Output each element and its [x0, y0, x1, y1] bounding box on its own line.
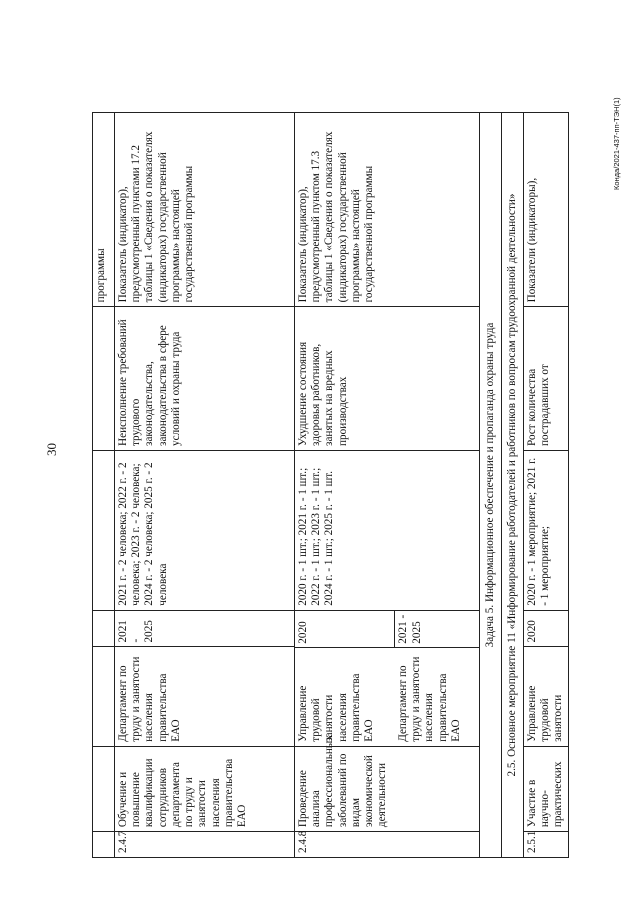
indicator-cell: программы	[93, 113, 115, 307]
executor-cell: Департамент по труду и занятости населения правительства ЕАО	[115, 647, 295, 746]
result-cell: 2020 г. - 1 шт.; 2021 г. - 1 шт.; 2022 г. - 1 шт.; 2023 г. - 1 шт.; 2024 г. - 1 шт.; 2025 г. - 1 шт.	[295, 450, 480, 610]
period-cell: 2020	[295, 611, 395, 647]
table-row	[115, 113, 295, 858]
consequence-cell: Неисполнение требований трудового законодательства, законодательства в сфере условий и охраны труда	[115, 307, 295, 451]
executor-cell: Управление трудовой занятости населения правительства ЕАО	[295, 647, 395, 746]
table-row	[480, 113, 502, 858]
page-number: 30	[44, 443, 59, 456]
row-number: 2.4.7	[115, 832, 295, 858]
executor-cell: Управление трудовой занятости	[524, 647, 569, 746]
consequence-cell: Ухудшение состояния здоровья работников, занятых на вредных производствах	[295, 307, 480, 451]
section-heading: 2.5. Основное мероприятие 11 «Информирование работодателей и работников по вопросам трудоохранной деятельности»	[502, 113, 524, 858]
program-table	[92, 112, 565, 858]
result-cell: 2020 г. - 1 мероприятие; 2021 г. - 1 мероприятие;	[524, 450, 569, 610]
executor-cell: Департамент по труду и занятости населения правительства ЕАО	[395, 647, 479, 746]
task-heading: Задача 5. Информационное обеспечение и пропаганда охраны труда	[480, 113, 502, 858]
indicator-cell: Показатель (индикатор), предусмотренный пунктами 17.2 таблицы 1 «Сведения о показателях (индикаторах) государственной программы» настоящей государственной программы	[115, 113, 295, 307]
table-row	[93, 113, 115, 858]
indicator-cell: Показатели (индикаторы),	[524, 113, 569, 307]
activity-cell: Участие в научно-практических	[524, 746, 569, 831]
period-cell: 2021 - 2025	[397, 614, 423, 644]
table-row	[524, 113, 569, 858]
table-row	[502, 113, 524, 858]
row-number: 2.5.1	[524, 832, 569, 858]
executor-period-block	[295, 610, 480, 746]
row-number: 2.4.8	[295, 832, 480, 858]
table-row	[295, 113, 480, 858]
result-cell: 2021 г. - 2 человека; 2022 г. - 2 человека; 2023 г. - 2 человека; 2024 г. - 2 человека; 2025 г. - 2 человека	[115, 450, 295, 610]
activity-cell: Обучение и повышение квалификации сотрудников департамента по труду и занятости населения правительства ЕАО	[115, 746, 295, 831]
period-cell: 2020	[524, 610, 569, 647]
document-id: Конда/2021-437-пп-ТЭН(1)	[612, 97, 621, 190]
consequence-cell: Рост количества пострадавших от	[524, 307, 569, 451]
period-cell: 2021 - 2025	[115, 610, 295, 647]
indicator-cell: Показатель (индикатор), предусмотренный пунктом 17.3 таблицы 1 «Сведения о показателях (индикаторах) государственной программы» настоящей государственной программы	[295, 113, 480, 307]
activity-cell: Проведение анализа профессиональных заболеваний по видам экономической деятельности	[295, 746, 480, 831]
